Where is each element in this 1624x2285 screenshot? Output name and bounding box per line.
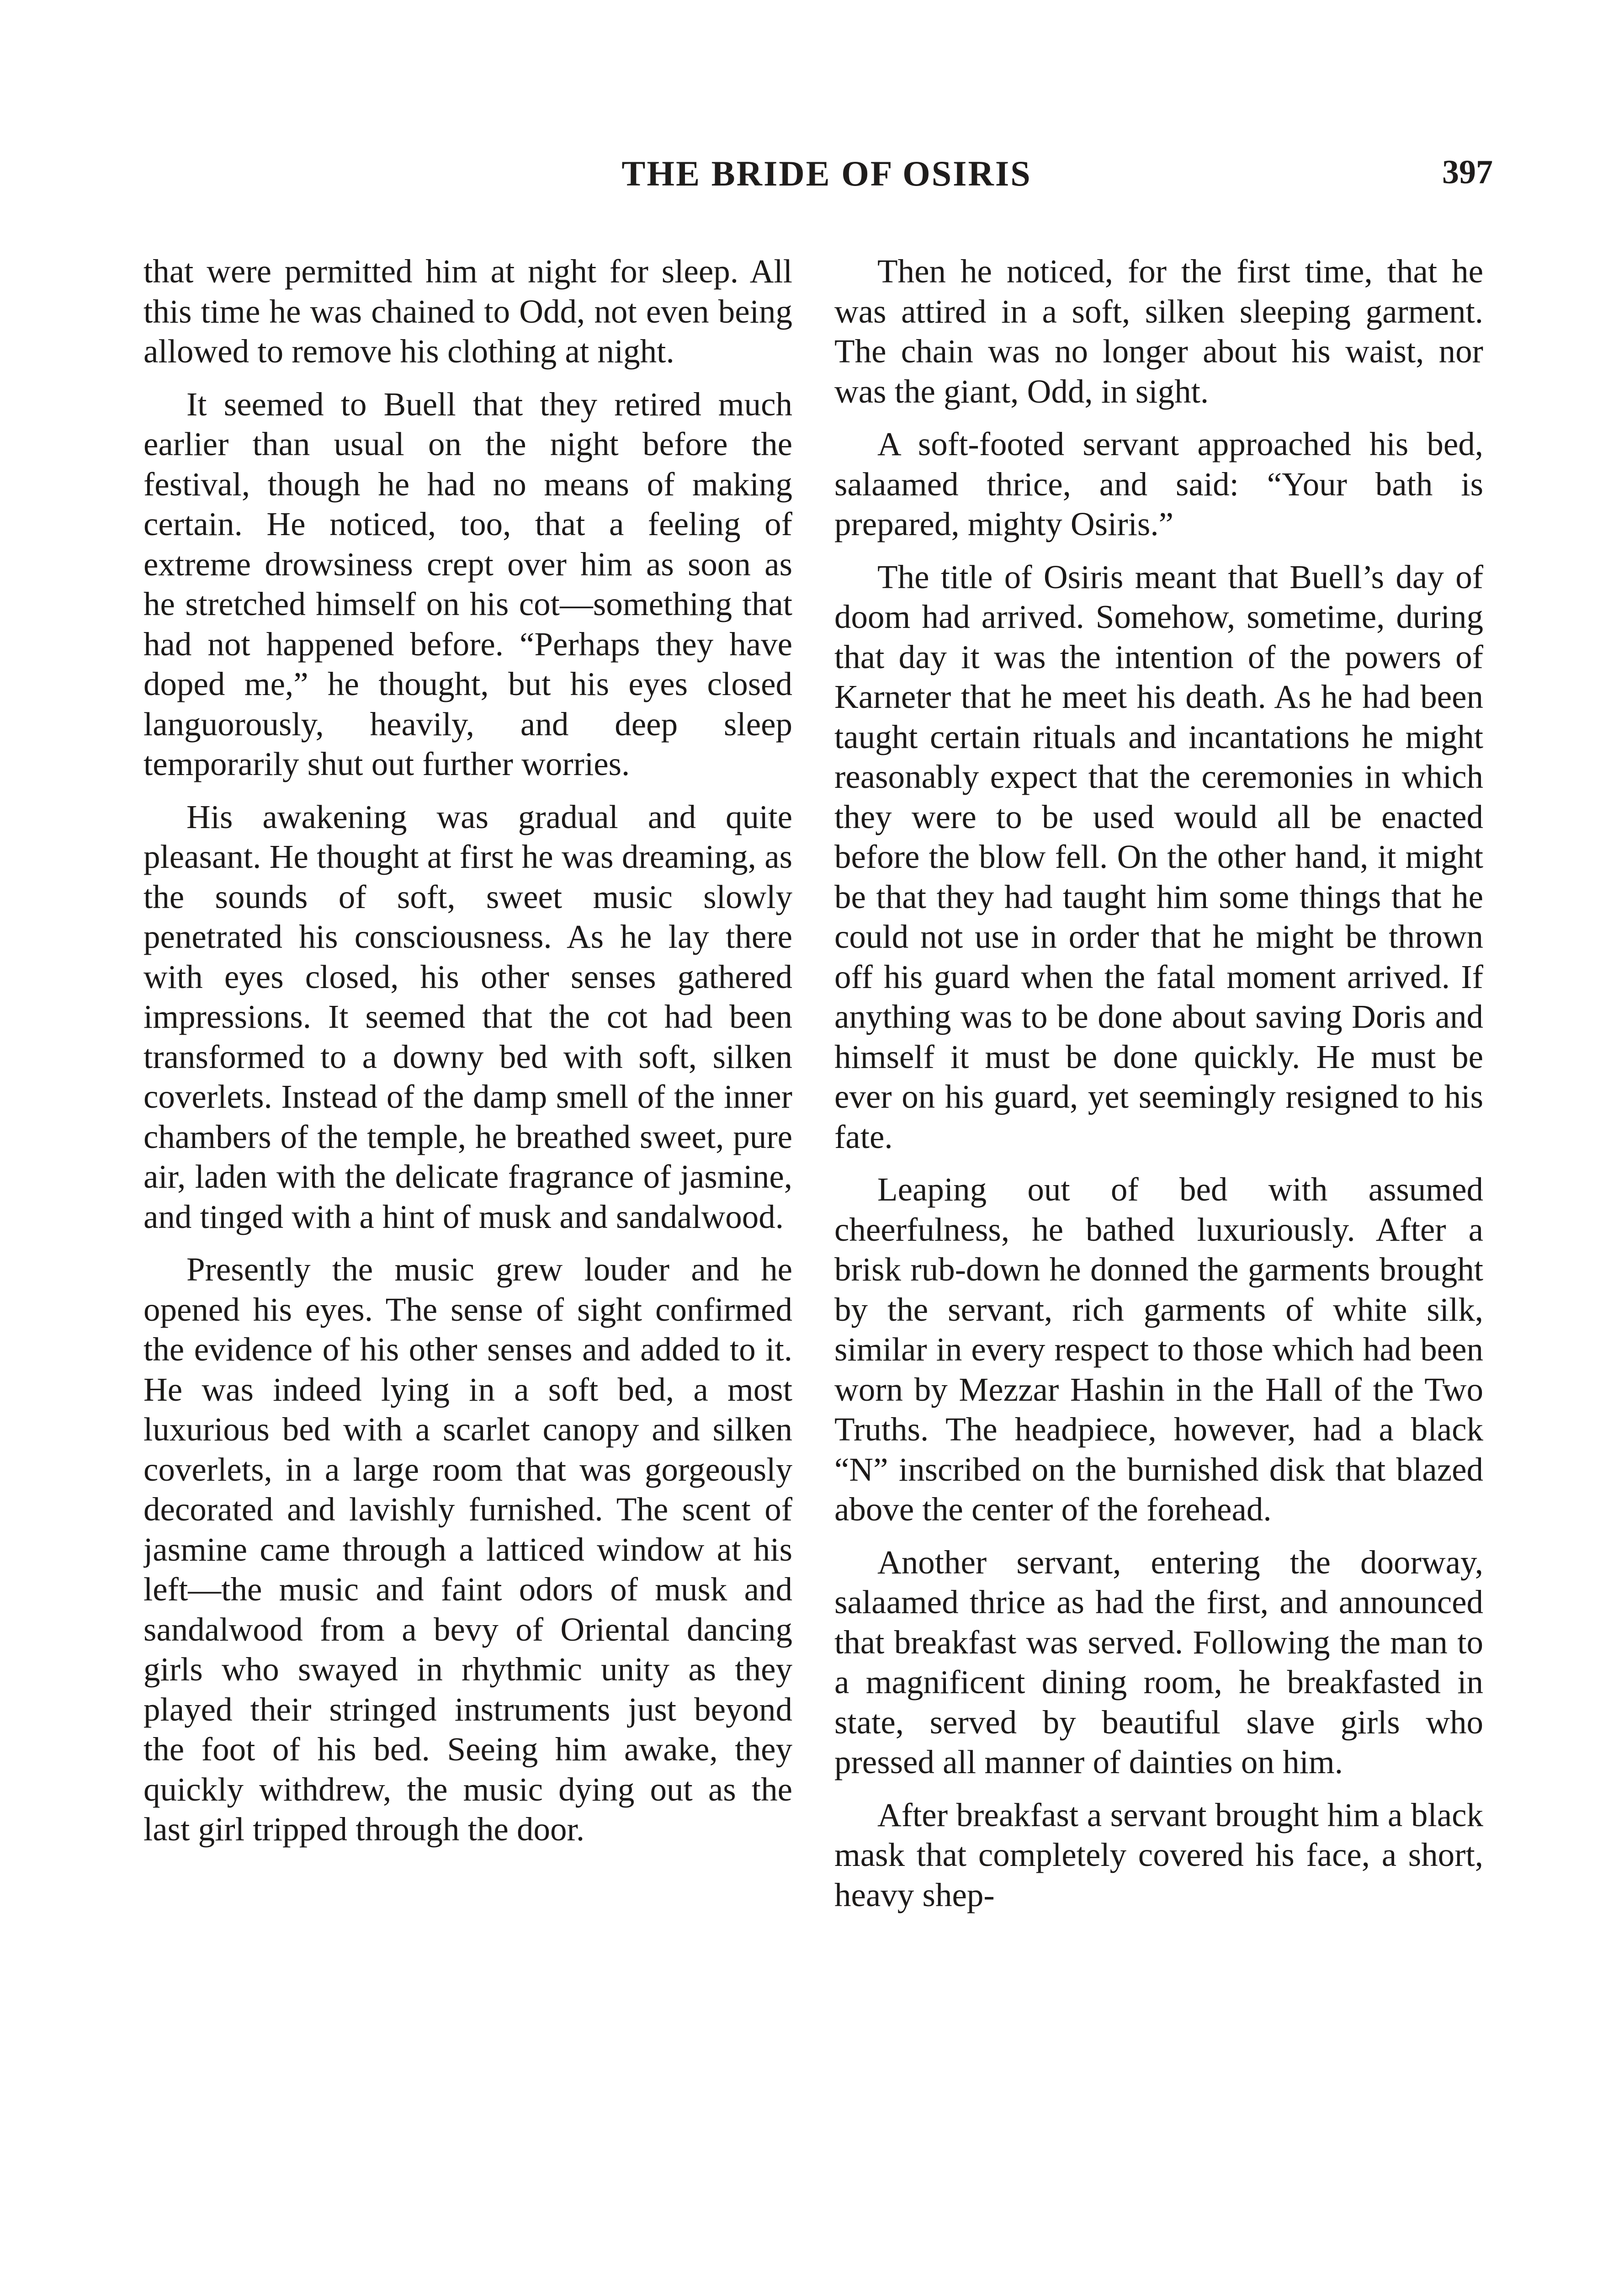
paragraph: The title of Osiris meant that Buell’s day of doom had arrived. Somehow, sometime, during that day it was the intention of the powers of Karneter that he meet his death. As he had been taught certain rituals and incantations he might reasonably expect that the ceremonies in which they were to be used would all be enacted before the blow fell. On the other hand, it might be that they had taught him some things that he could not use in order that he might be thrown off his guard when the fatal moment arrived. If anything was to be done about saving Doris and himself it must be done quickly. He must be ever on his guard, yet seemingly resigned to his fate.: [834, 558, 1483, 1155]
paragraph: Then he noticed, for the first time, that he was attired in a soft, silken sleeping garment. The chain was no longer about his waist, nor was the giant, Odd, in sight.: [834, 253, 1483, 410]
page-number: 397: [1442, 154, 1493, 191]
paragraph: It seemed to Buell that they retired much earlier than usual on the night before the festival, though he had no means of making certain. He noticed, too, that a feeling of extreme drowsiness crept over him as soon as he stretched himself on his cot—something that had not happened before. “Perhaps they have doped me,” he thought, but his eyes closed languorously, heavily, and deep sleep temporarily shut out further worries.: [143, 385, 792, 782]
paragraph: His awakening was gradual and quite pleasant. He thought at first he was dreaming, as the sounds of soft, sweet music slowly penetrated his consciousness. As he lay there with eyes closed, his other senses gathered impressions. It seemed that the cot had been transformed to a downy bed with soft, silken coverlets. Instead of the damp smell of the inner chambers of the temple, he breathed sweet, pure air, laden with the delicate fragrance of jasmine, and tinged with a hint of musk and sandalwood.: [143, 798, 792, 1235]
page-header: [0, 0, 1624, 215]
right-column: [834, 251, 1483, 2285]
left-column: [143, 251, 792, 2285]
paragraph: that were permitted him at night for sleep. All this time he was chained to Odd, not even being allowed to remove his clothing at night.: [143, 253, 792, 370]
running-title: THE BRIDE OF OSIRIS: [621, 154, 1032, 193]
paragraph: Another servant, entering the doorway, salaamed thrice as had the first, and announced that breakfast was served. Following the man to a magnificent dining room, he breakfasted in state, served by beautiful slave girls who pressed all manner of dainties on him.: [834, 1543, 1483, 1780]
paragraph: A soft-footed servant approached his bed, salaamed thrice, and said: “Your bath is prepared, mighty Osiris.”: [834, 425, 1483, 542]
paragraph: After breakfast a servant brought him a black mask that completely covered his face, a short, heavy shep-: [834, 1796, 1483, 1913]
paragraph: Presently the music grew louder and he opened his eyes. The sense of sight confirmed the evidence of his other senses and added to it. He was indeed lying in a soft bed, a most luxurious bed with a scarlet canopy and silken coverlets, in a large room that was gorgeously decorated and lavishly furnished. The scent of jasmine came through a latticed window at his left—the music and faint odors of musk and sandalwood from a bevy of Oriental dancing girls who swayed in rhythmic unity as they played their stringed instruments just beyond the foot of his bed. Seeing him awake, they quickly withdrew, the music dying out as the last girl tripped through the door.: [143, 1251, 792, 1848]
paragraph: Leaping out of bed with assumed cheerfulness, he bathed luxuriously. After a brisk rub-down he donned the garments brought by the servant, rich garments of white silk, similar in every respect to those which had been worn by Mezzar Hashin in the Hall of the Two Truths. The headpiece, however, had a black “N” inscribed on the burnished disk that blazed above the center of the forehead.: [834, 1171, 1483, 1528]
